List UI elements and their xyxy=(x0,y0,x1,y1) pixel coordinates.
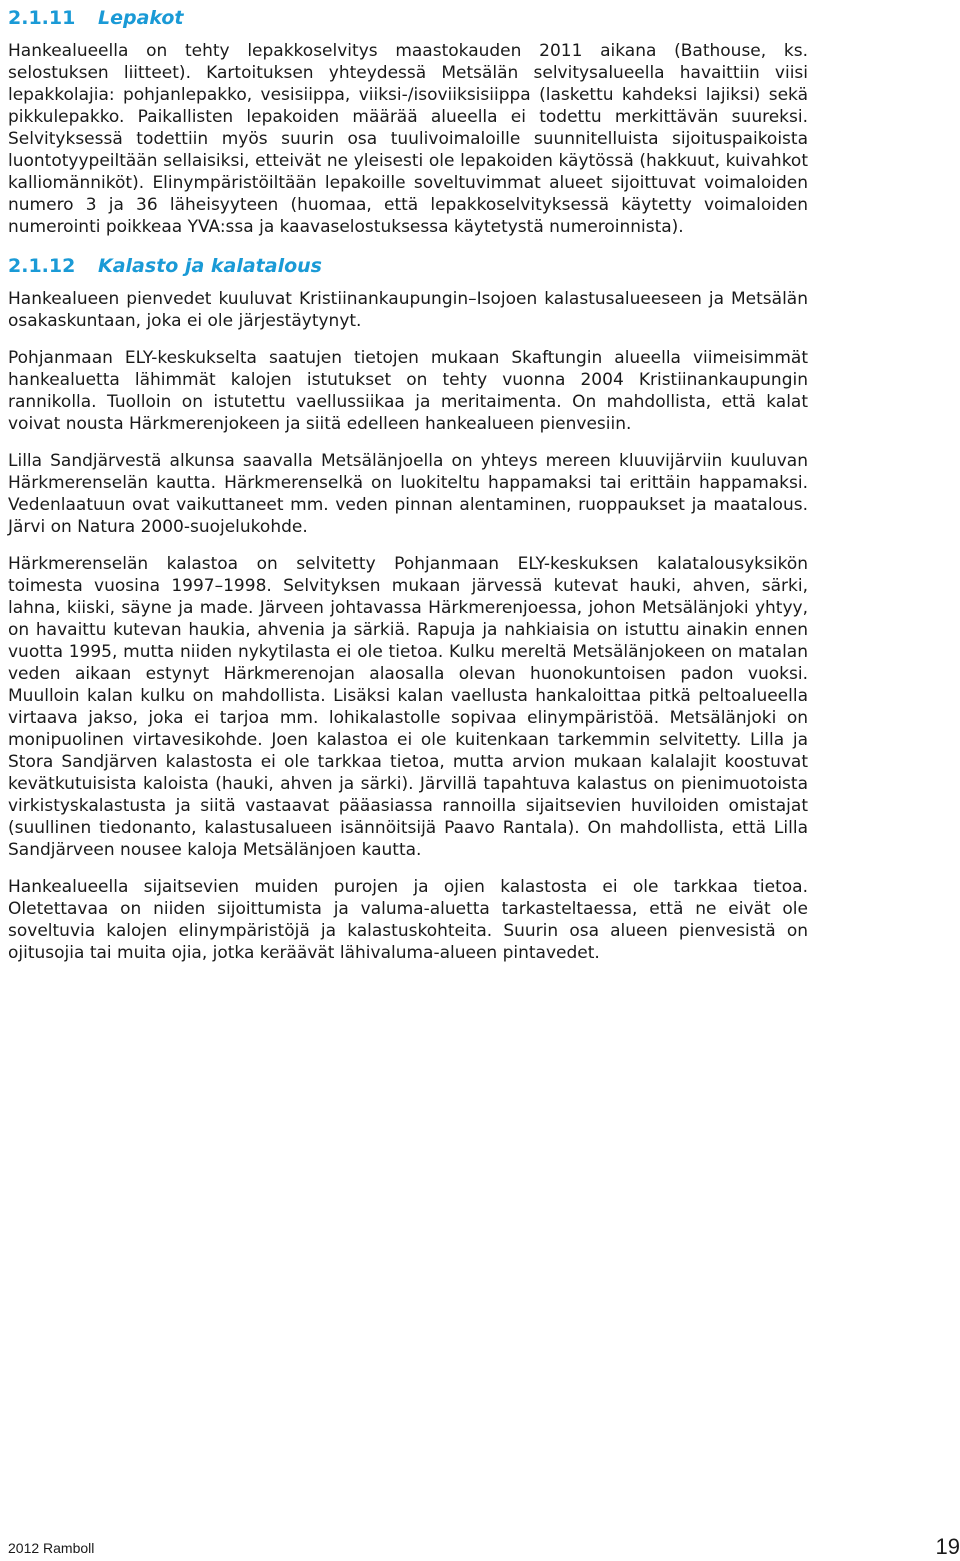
section-heading-kalasto xyxy=(8,251,808,281)
section-number: 2.1.11 xyxy=(8,7,76,29)
paragraph: Lilla Sandjärvestä alkunsa saavalla Metsälänjoella on yhteys mereen kluuvijärviin kuuluvan Härkmerenselän kautta. Härkmerenselkä on luokiteltu happamaksi tai erittäin happamaksi. Vedenlaatuun ovat vaikuttaneet mm. veden pinnan alentaminen, ruoppaukset ja maatalous. Järvi on Natura 2000-suojelukohde. xyxy=(8,451,808,537)
footer-publisher: 2012 Ramboll xyxy=(8,1540,95,1556)
section-heading-lepakot xyxy=(8,3,808,33)
document-page xyxy=(8,0,808,964)
section-title: Kalasto ja kalatalous xyxy=(98,255,322,277)
paragraph: Härkmerenselän kalastoa on selvitetty Pohjanmaan ELY-keskuksen kalatalousyksikön toimesta vuosina 1997–1998. Selvityksen mukaan järvessä kutevat hauki, ahven, särki, lahna, kiiski, säyne ja made. Järveen johtavassa Härkmerenjoessa, johon Metsälänjoki yhtyy, on havaittu kutevan haukia, ahvenia ja särkiä. Rapuja ja nahkiaisia on istuttu ainakin ennen vuotta 1995, mutta niiden nykytilasta ei ole tietoa. Kulku mereltä Metsälänjokeen on matalan veden aikaan estynyt Härkmerenojan alaosalla olevan huonokuntoisen padon vuoksi. Muulloin kalan kulku on mahdollista. Lisäksi kalan vaellusta hankaloittaa pitkä peltoalueella virtaava jakso, joka ei tarjoa mm. lohikalastolle sopivaa elinympäristöä. Metsälänjoki on monipuolinen virtavesikohde. Joen kalastoa ei ole kuitenkaan tarkemmin selvitetty. Lilla ja Stora Sandjärven kalastosta ei ole tarkkaa tietoa, mutta arvion mukaan kalalajit koostuvat kevätkutuisista kaloista (hauki, ahven ja särki). Järvillä tapahtuva kalastus on pienimuotoista virkistyskalastusta ja siitä vastaavat pääasiassa rannoilla sijaitsevien huviloiden omistajat (suullinen tiedonanto, kalastusalueen isännöitsijä Paavo Rantala). On mahdollista, että Lilla Sandjärveen nousee kaloja Metsälänjoen kautta. xyxy=(8,554,808,860)
page-number: 19 xyxy=(935,1534,960,1559)
paragraph: Hankealueella sijaitsevien muiden purojen ja ojien kalastosta ei ole tarkkaa tietoa. Oletettavaa on niiden sijoittumista ja valuma-aluetta tarkasteltaessa, että ne eivät ole soveltuvia kalojen elinympäristöjä ja kalastuskohteita. Suurin osa alueen pienvesistä on ojitusojia tai muita ojia, jotka keräävät lähivaluma-alueen pintavedet. xyxy=(8,877,808,963)
paragraph: Pohjanmaan ELY-keskukselta saatujen tietojen mukaan Skaftungin alueella viimeisimmät hankealuetta lähimmät kalojen istutukset on tehty vuonna 2004 Kristiinankaupungin rannikolla. Tuolloin on istutettu vaellussiikaa ja meritaimenta. On mahdollista, että kalat voivat nousta Härkmerenjokeen ja siitä edelleen hankealueen pienvesiin. xyxy=(8,348,808,434)
section-title: Lepakot xyxy=(98,7,184,29)
section-number: 2.1.12 xyxy=(8,255,76,277)
paragraph: Hankealueella on tehty lepakkoselvitys maastokauden 2011 aikana (Bathouse, ks. selostuksen liitteet). Kartoituksen yhteydessä Metsälän selvitysalueella havaittiin viisi lepakkolajia: pohjanlepakko, vesisiippa, viiksi-/isoviiksisiippa (laskettu kahdeksi lajiksi) sekä pikkulepakko. Paikallisten lepakoiden määrää alueella ei todettu merkittävän suureksi. Selvityksessä todettiin myös suurin osa tuulivoimaloille suunnitelluista sijoituspaikoista luontotyypeiltään sellaisiksi, etteivät ne yleisesti ole lepakoiden käytössä (hakkuut, kuivahkot kalliomänniköt). Elinympäristöiltään lepakoille soveltuvimmat alueet sijoittuvat voimaloiden numero 3 ja 36 läheisyyteen (huomaa, että lepakkoselvityksessä käytetty voimaloiden numerointi poikkeaa YVA:ssa ja kaavaselostuksessa käytetystä numeroinnista). xyxy=(8,41,808,237)
paragraph: Hankealueen pienvedet kuuluvat Kristiinankaupungin–Isojoen kalastusalueeseen ja Metsälän osakaskuntaan, joka ei ole järjestäytynyt. xyxy=(8,289,808,331)
